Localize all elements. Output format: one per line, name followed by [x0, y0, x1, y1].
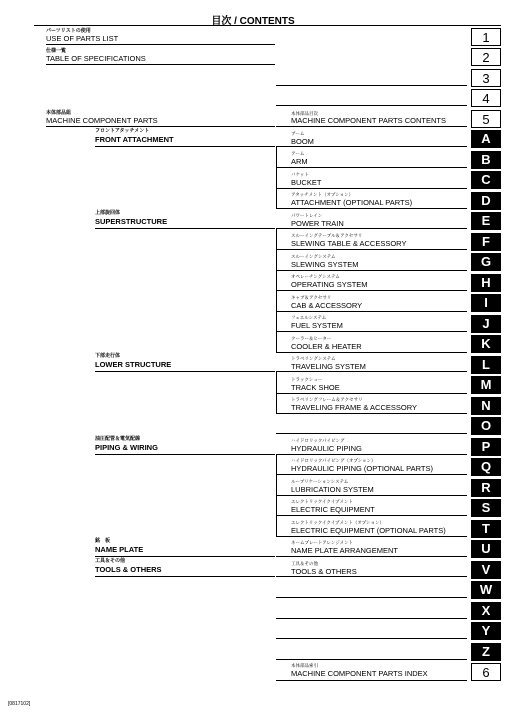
tab-q[interactable]: Q	[471, 458, 501, 476]
tab-4[interactable]: 4	[471, 89, 501, 107]
electric-equipment-optional-parts[interactable]: ELECTRIC EQUIPMENT (OPTIONAL PARTS)	[291, 526, 446, 535]
front-attachment-jp: フロントアタッチメント	[95, 128, 150, 134]
name-plate-arrangement[interactable]: NAME PLATE ARRANGEMENT	[291, 546, 398, 555]
use-of-parts-list[interactable]: USE OF PARTS LIST	[46, 34, 119, 43]
divider	[276, 249, 467, 250]
bracket-line	[276, 146, 277, 208]
hydraulic-piping-optional-parts[interactable]: HYDRAULIC PIPING (OPTIONAL PARTS)	[291, 464, 433, 473]
boom[interactable]: BOOM	[291, 137, 314, 146]
tools-others[interactable]: TOOLS & OTHERS	[95, 565, 162, 574]
divider	[276, 659, 467, 660]
bracket-line	[276, 371, 277, 413]
tab-j[interactable]: J	[471, 315, 501, 333]
superstructure-jp: 上部旋回体	[95, 210, 121, 216]
divider	[276, 536, 467, 537]
arm[interactable]: ARM	[291, 157, 308, 166]
front-attachment[interactable]: FRONT ATTACHMENT	[95, 135, 174, 144]
machine-component-parts-index[interactable]: MACHINE COMPONENT PARTS INDEX	[291, 669, 428, 678]
divider	[276, 433, 467, 434]
bucket[interactable]: BUCKET	[291, 178, 322, 187]
power-train-jp: パワートレイン	[291, 213, 323, 218]
cab-jp: キャブ＆アクセサリ	[291, 295, 332, 300]
divider	[95, 556, 275, 557]
divider	[276, 188, 467, 189]
electric-equipment-opt-jp: エレクトリックイクイプメント（オプション）	[291, 520, 384, 525]
tab-z[interactable]: Z	[471, 643, 501, 661]
tab-y[interactable]: Y	[471, 622, 501, 640]
tab-l[interactable]: L	[471, 356, 501, 374]
fuel-system[interactable]: FUEL SYSTEM	[291, 321, 343, 330]
table-of-specifications-jp: 仕様一覧	[46, 48, 67, 54]
divider	[276, 576, 467, 577]
tab-2[interactable]: 2	[471, 48, 501, 66]
lower-structure[interactable]: LOWER STRUCTURE	[95, 360, 172, 369]
divider	[276, 638, 467, 639]
title-rule	[34, 25, 501, 26]
lubrication-system[interactable]: LUBRICATION SYSTEM	[291, 485, 374, 494]
attachment-optional-parts[interactable]: ATTACHMENT (OPTIONAL PARTS)	[291, 198, 413, 207]
hydraulic-piping-jp: ハイドロリックパイピング	[291, 438, 345, 443]
tools-others-sub-jp: 工具＆その他	[291, 561, 318, 566]
tab-e[interactable]: E	[471, 212, 501, 230]
tab-w[interactable]: W	[471, 581, 501, 599]
divider	[276, 474, 467, 475]
hydraulic-piping[interactable]: HYDRAULIC PIPING	[291, 444, 362, 453]
arm-jp: アーム	[291, 151, 305, 156]
document-code: [0817102]	[8, 701, 31, 707]
fuel-system-jp: フェエルシステム	[291, 315, 327, 320]
tab-1[interactable]: 1	[471, 28, 501, 46]
tab-k[interactable]: K	[471, 335, 501, 353]
divider	[276, 556, 467, 557]
divider	[276, 331, 467, 332]
divider	[95, 576, 275, 577]
name-plate-arrangement-jp: ネームプレートアレンジメント	[291, 540, 354, 545]
divider	[95, 371, 275, 372]
divider	[276, 270, 467, 271]
tab-s[interactable]: S	[471, 499, 501, 517]
superstructure[interactable]: SUPERSTRUCTURE	[95, 217, 168, 226]
slewing-table-accessory[interactable]: SLEWING TABLE & ACCESSORY	[291, 239, 407, 248]
tab-m[interactable]: M	[471, 376, 501, 394]
piping-wiring-jp: 油圧配管＆電気配線	[95, 436, 141, 442]
divider	[276, 228, 467, 229]
tab-a[interactable]: A	[471, 130, 501, 148]
track-shoe-jp: トラックシュー	[291, 377, 323, 382]
operating-system-jp: オペレーチングシステム	[291, 274, 340, 279]
tools-others-jp: 工具＆その他	[95, 558, 126, 564]
tab-3[interactable]: 3	[471, 69, 501, 87]
slewing-table-jp: スルーイングテーブル＆アクセサリ	[291, 233, 363, 238]
divider	[276, 495, 467, 496]
divider	[276, 105, 467, 106]
tab-o[interactable]: O	[471, 417, 501, 435]
lower-structure-jp: 下部走行体	[95, 353, 121, 359]
divider	[276, 515, 467, 516]
divider	[276, 618, 467, 619]
cooler-heater[interactable]: COOLER & HEATER	[291, 342, 362, 351]
tab-x[interactable]: X	[471, 602, 501, 620]
tab-6[interactable]: 6	[471, 663, 501, 681]
bucket-jp: バケット	[291, 172, 309, 177]
tab-f[interactable]: F	[471, 233, 501, 251]
tab-i[interactable]: I	[471, 294, 501, 312]
slewing-system[interactable]: SLEWING SYSTEM	[291, 260, 359, 269]
divider	[276, 413, 467, 414]
slewing-system-jp: スルーイングシステム	[291, 254, 336, 259]
traveling-frame-jp: トラベリングフレーム＆アクセサリ	[291, 397, 363, 402]
hydraulic-piping-opt-jp: ハイドロリックパイピング（オプション）	[291, 458, 376, 463]
tab-n[interactable]: N	[471, 397, 501, 415]
divider	[276, 146, 467, 147]
divider	[276, 311, 467, 312]
divider	[95, 146, 275, 147]
divider	[276, 393, 467, 394]
divider	[276, 352, 467, 353]
divider	[276, 371, 467, 372]
tab-g[interactable]: G	[471, 253, 501, 271]
divider	[276, 597, 467, 598]
parts-index-jp: 本体部品索引	[291, 663, 318, 668]
machine-component-parts-contents[interactable]: MACHINE COMPONENT PARTS CONTENTS	[291, 116, 447, 125]
piping-wiring[interactable]: PIPING & WIRING	[95, 443, 158, 452]
divider	[276, 290, 467, 291]
tab-h[interactable]: H	[471, 274, 501, 292]
tab-t[interactable]: T	[471, 520, 501, 538]
machine-component-parts-jp: 本体部品組	[46, 110, 72, 116]
divider	[46, 44, 275, 45]
tab-b[interactable]: B	[471, 151, 501, 169]
name-plate[interactable]: NAME PLATE	[95, 545, 144, 554]
tab-p[interactable]: P	[471, 438, 501, 456]
tab-u[interactable]: U	[471, 540, 501, 558]
divider	[276, 680, 467, 681]
divider	[46, 64, 275, 65]
tab-5[interactable]: 5	[471, 110, 501, 128]
machine-component-parts[interactable]: MACHINE COMPONENT PARTS	[46, 116, 158, 125]
electric-equipment-jp: エレクトリックイクイプメント	[291, 499, 353, 504]
cab-accessory[interactable]: CAB & ACCESSORY	[291, 301, 363, 310]
divider	[276, 454, 467, 455]
traveling-system-jp: トラベリングシステム	[291, 356, 336, 361]
name-plate-jp: 銘 板	[95, 538, 111, 544]
traveling-system[interactable]: TRAVELING SYSTEM	[291, 362, 366, 371]
lubrication-system-jp: ルーブリケーションシステム	[291, 479, 349, 484]
electric-equipment[interactable]: ELECTRIC EQUIPMENT	[291, 505, 375, 514]
tab-d[interactable]: D	[471, 192, 501, 210]
track-shoe[interactable]: TRACK SHOE	[291, 383, 340, 392]
traveling-frame-accessory[interactable]: TRAVELING FRAME & ACCESSORY	[291, 403, 418, 412]
tab-r[interactable]: R	[471, 479, 501, 497]
divider	[46, 126, 275, 127]
boom-jp: ブーム	[291, 131, 305, 136]
attachment-jp: アタッチメント（オプション）	[291, 192, 354, 197]
page-title: 目次 / CONTENTS	[211, 16, 295, 27]
tab-c[interactable]: C	[471, 171, 501, 189]
cooler-heater-jp: クーラー＆ヒーター	[291, 336, 332, 341]
divider	[276, 208, 467, 209]
divider	[276, 126, 467, 127]
divider	[276, 167, 467, 168]
mcpc-jp: 本体部品目次	[291, 111, 318, 116]
divider	[95, 228, 275, 229]
divider	[95, 454, 275, 455]
operating-system[interactable]: OPERATING SYSTEM	[291, 280, 368, 289]
tab-v[interactable]: V	[471, 561, 501, 579]
table-of-specifications[interactable]: TABLE OF SPECIFICATIONS	[46, 54, 146, 63]
tools-others-sub[interactable]: TOOLS & OTHERS	[291, 567, 357, 576]
divider	[276, 85, 467, 86]
power-train[interactable]: POWER TRAIN	[291, 219, 344, 228]
use-of-parts-list-jp: パーツリストの使用	[46, 28, 91, 34]
